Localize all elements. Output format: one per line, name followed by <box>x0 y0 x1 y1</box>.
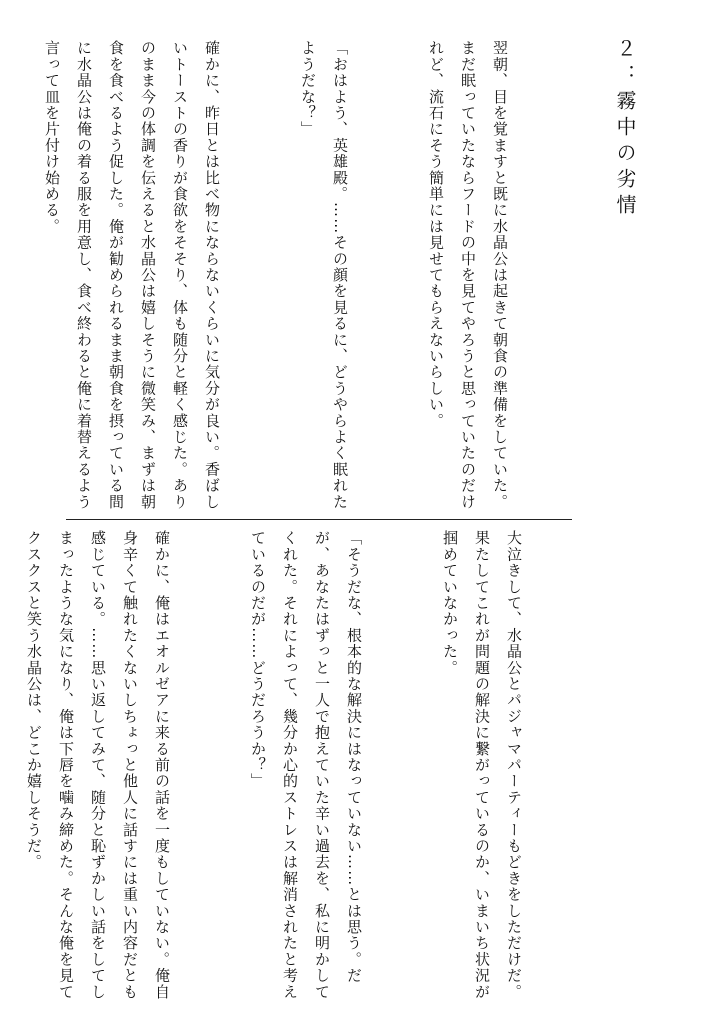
paragraph: 翌朝、目を覚ますと既に水晶公は起きて朝食の準備をしていた。まだ眠っていたならフードの中を見てやろうと思っていたのだけれど、流石にそう簡単には見せてもらえないらしい。 <box>427 40 509 510</box>
section-divider <box>66 519 572 520</box>
paragraph: 確かに、俺はエオルゼアに来る前の話を一度もしていない。俺自身辛くて触れたくないしちょっと他人に話すには重い内容だとも感じている。……思い返してみて、随分と恥ずかしい話をしてしまったような気になり、俺は下唇を噛み締めた。そんな俺を見てクスクスと笑う水晶公は、どこか嬉しそうだ。 <box>25 530 171 1000</box>
paragraph: 大泣きして、水晶公とパジャマパーティーもどきをしただけだ。果たしてこれが問題の解決に繋がっているのか、いまいち状況が掴めていなかった。 <box>441 530 523 1000</box>
top-text-block <box>43 40 580 510</box>
chapter-title: ２：霧中の劣情 <box>613 38 637 220</box>
paragraph: 「おはよう、英雄殿。……その顔を見るに、どうやらよく眠れたようだな？」 <box>299 40 349 510</box>
paragraph: 確かに、昨日とは比べ物にならないくらいに気分が良い。香ばしいトーストの香りが食欲をそそり、体も随分と軽く感じた。ありのまま今の体調を伝えると水晶公は嬉しそうに微笑み、まずは朝食を食べるよう促した。俺が勧められるまま朝食を摂っている間に水晶公は俺の着る服を用意し、食べ終わると俺に着替えるよう言って皿を片付け始める。 <box>43 40 221 510</box>
bottom-text-block <box>25 530 594 1008</box>
paragraph: 「そうだな、根本的な解決にはなっていない……とは思う。だが、あなたはずっと一人で抱えていた辛い過去を、私に明かしてくれた。それによって、幾分か心的ストレスは解消されたと考えているのだが……どうだろうか？」 <box>249 530 363 1000</box>
